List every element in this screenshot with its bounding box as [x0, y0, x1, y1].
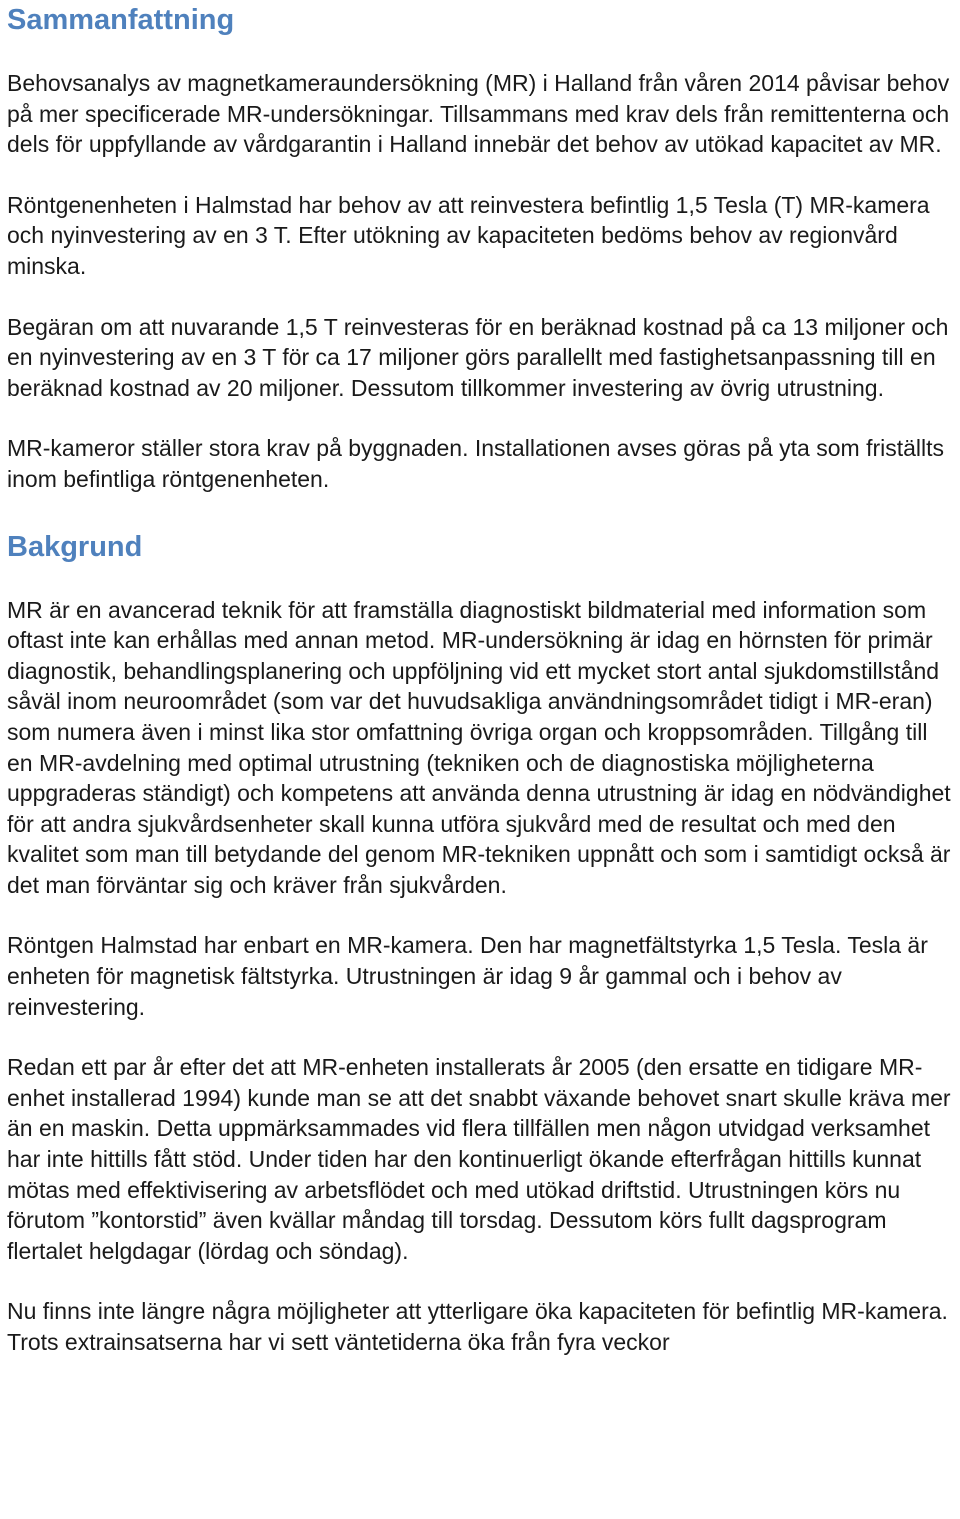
background-paragraph-3: Redan ett par år efter det att MR-enheten installerats år 2005 (den ersatte en tidigare MR-enhet installerad 1994) kunde man se att det snabbt växande behovet snart skulle kräva mer än en maskin. Detta uppmärksammades vid flera tillfällen men någon utvidgad verksamhet har inte hittills fått stöd. Under tiden har den kontinuerligt ökande efterfrågan hittills kunnat mötas med effektivisering av arbetsflödet och med utökad driftstid. Utrustningen körs nu förutom ”kontorstid” även kvällar måndag till torsdag. Dessutom körs fullt dagsprogram flertalet helgdagar (lördag och söndag).: [7, 1054, 951, 1264]
summary-paragraph-3: Begäran om att nuvarande 1,5 T reinvesteras för en beräknad kostnad på ca 13 miljoner och en nyinvestering av en 3 T för ca 17 miljoner görs parallellt med fastighetsanpassning till en beräknad kostnad av 20 miljoner. Dessutom tillkommer investering av övrig utrustning.: [7, 313, 949, 401]
summary-paragraph-4: MR-kameror ställer stora krav på byggnaden. Installationen avses göras på yta som friställts inom befintliga röntgenenheten.: [7, 435, 945, 492]
background-paragraph-2: Röntgen Halmstad har enbart en MR-kamera. Den har magnetfältstyrka 1,5 Tesla. Tesla är enheten för magnetisk fältstyrka. Utrustningen är idag 9 år gammal och i behov av reinvestering.: [7, 932, 928, 1020]
document-page: [7, 0, 957, 1358]
summary-paragraph-2: Röntgenenheten i Halmstad har behov av att reinvestera befintlig 1,5 Tesla (T) MR-kamera och nyinvestering av en 3 T. Efter utökning av kapaciteten bedöms behov av regionvård minska.: [7, 191, 930, 279]
background-paragraph-4: Nu finns inte längre några möjligheter att ytterligare öka kapaciteten för befintlig MR-kamera. Trots extrainsatserna har vi sett väntetiderna öka från fyra veckor: [7, 1298, 948, 1355]
background-paragraph-1: MR är en avancerad teknik för att framställa diagnostiskt bildmaterial med information som oftast inte kan erhållas med annan metod. MR-undersökning är idag en hörnsten för primär diagnostik, behandlingsplanering och uppföljning vid ett mycket stort antal sjukdomstillstånd såväl inom neuroområdet (som var det huvudsakliga användningsområdet tidigt i MR-eran) som numera även i minst lika stor omfattning övriga organ och kroppsområden. Tillgång till en MR-avdelning med optimal utrustning (tekniken och de diagnostiska möjligheterna uppgraderas ständigt) och kompetens att använda denna utrustning är idag en nödvändighet för att andra sjukvårdsenheter skall kunna utföra sjukvård med de resultat och med den kvalitet som man till betydande del genom MR-tekniken uppnått och som i samtidigt också är det man förväntar sig och kräver från sjukvården.: [7, 596, 951, 898]
section-heading-summary: Sammanfattning: [7, 4, 235, 36]
summary-paragraph-1: Behovsanalys av magnetkameraundersökning (MR) i Halland från våren 2014 påvisar behov på mer specificerade MR-undersökningar. Tillsammans med krav dels från remittenterna och dels för uppfyllande av vårdgarantin i Halland innebär det behov av utökad kapacitet av MR.: [7, 70, 950, 158]
section-heading-background: Bakgrund: [7, 530, 143, 563]
